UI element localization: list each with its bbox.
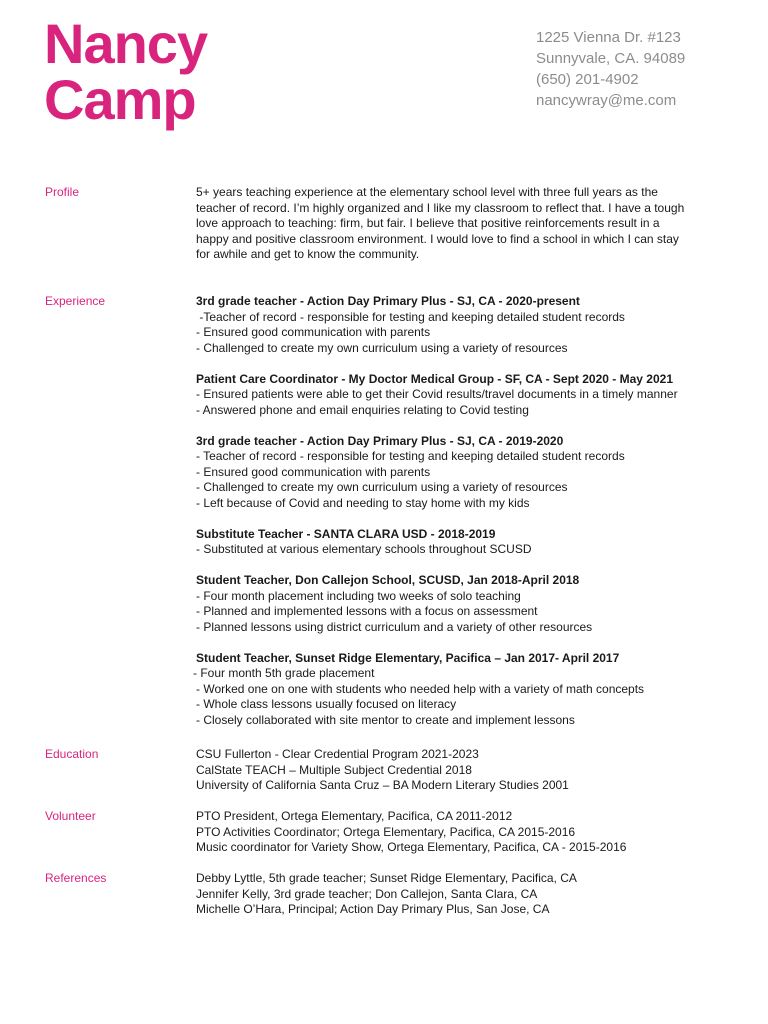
profile-line: for awhile and get to know the community. [196,247,420,261]
job-bullet: - Closely collaborated with site mentor to create and implement lessons [196,712,575,727]
section-label-references: References [45,871,107,885]
job-bullet: - Planned lessons using district curriculum and a variety of other resources [196,619,593,634]
education-item: CSU Fullerton - Clear Credential Program 2021-2023 [196,747,479,761]
references-list [196,871,716,918]
job-bullet: -Teacher of record - responsible for testing and keeping detailed student records [196,309,625,324]
profile-text [196,185,716,263]
profile-line: 5+ years teaching experience at the elementary school level with three full years as the [196,185,658,199]
job-bullet: - Ensured good communication with parents [196,325,431,339]
contact-block [536,27,685,111]
profile-line: happy and positive classroom environment. I would love to find a school in which I can stay [196,231,679,246]
first-name: Nancy [44,12,208,75]
address-line-2: Sunnyvale, CA. 94089 [536,50,686,67]
job-title: 3rd grade teacher - Action Day Primary Plus - SJ, CA - 2020-present [196,294,580,308]
volunteer-list [196,809,716,856]
education-list [196,747,716,794]
job-bullet: - Teacher of record - responsible for testing and keeping detailed student records [196,449,625,463]
job-entry [196,434,716,512]
job-bullet: - Answered phone and email enquiries relating to Covid testing [196,402,529,417]
job-bullet: - Four month 5th grade placement [193,666,375,680]
job-title: Student Teacher, Don Callejon School, SCUSD, Jan 2018-April 2018 [196,573,580,587]
job-bullet: - Ensured patients were able to get their Covid results/travel documents in a timely manner [196,387,678,401]
education-item: University of California Santa Cruz – BA Modern Literary Studies 2001 [196,778,569,792]
job-title: 3rd grade teacher - Action Day Primary Plus - SJ, CA - 2019-2020 [196,433,564,448]
job-entry [196,527,716,558]
reference-item: Debby Lyttle, 5th grade teacher; Sunset Ridge Elementary, Pacifica, CA [196,871,577,885]
section-label-volunteer: Volunteer [45,809,96,823]
job-entry [196,573,716,635]
email-address: nancywray@me.com [536,92,677,109]
phone-number: (650) 201-4902 [536,71,639,88]
profile-line: love approach to teaching: firm, but fair. I believe that positive reinforcements result in a [196,216,660,230]
job-bullet: - Substituted at various elementary schools throughout SCUSD [196,542,532,556]
job-bullet: - Whole class lessons usually focused on literacy [196,697,457,711]
job-bullet: - Worked one on one with students who needed help with a variety of math concepts [196,681,645,696]
volunteer-item: PTO President, Ortega Elementary, Pacifica, CA 2011-2012 [196,809,513,823]
job-entry [196,372,716,419]
job-bullet: - Ensured good communication with parents [196,464,431,479]
job-bullet: - Challenged to create my own curriculum using a variety of resources [196,340,568,355]
address-line-1: 1225 Vienna Dr. #123 [536,29,681,46]
candidate-name [44,12,208,131]
section-label-experience: Experience [45,294,106,308]
volunteer-item: PTO Activities Coordinator; Ortega Elementary, Pacifica, CA 2015-2016 [196,824,576,839]
job-entry [193,650,716,729]
education-item: CalState TEACH – Multiple Subject Credential 2018 [196,762,472,777]
job-bullet: - Left because of Covid and needing to stay home with my kids [196,495,530,510]
volunteer-item: Music coordinator for Variety Show, Ortega Elementary, Pacifica, CA - 2015-2016 [196,840,627,854]
section-label-profile: Profile [45,185,80,199]
job-bullet: - Planned and implemented lessons with a focus on assessment [196,604,538,618]
reference-item: Michelle O’Hara, Principal; Action Day Primary Plus, San Jose, CA [196,902,550,916]
job-title: Substitute Teacher - SANTA CLARA USD - 2018-2019 [196,526,496,541]
job-bullet: - Four month placement including two weeks of solo teaching [196,588,521,603]
section-label-education: Education [45,747,99,761]
job-entry [196,294,716,356]
reference-item: Jennifer Kelly, 3rd grade teacher; Don Callejon, Santa Clara, CA [196,886,538,901]
profile-line: teacher of record. I’m highly organized and I like my classroom to reflect that. I have a tough [196,200,685,215]
job-title: Patient Care Coordinator - My Doctor Medical Group - SF, CA - Sept 2020 - May 2021 [196,371,673,386]
job-title: Student Teacher, Sunset Ridge Elementary, Pacifica – Jan 2017- April 2017 [196,650,620,665]
job-bullet: - Challenged to create my own curriculum using a variety of resources [196,480,568,494]
last-name: Camp [44,68,196,131]
experience-list [193,294,716,728]
